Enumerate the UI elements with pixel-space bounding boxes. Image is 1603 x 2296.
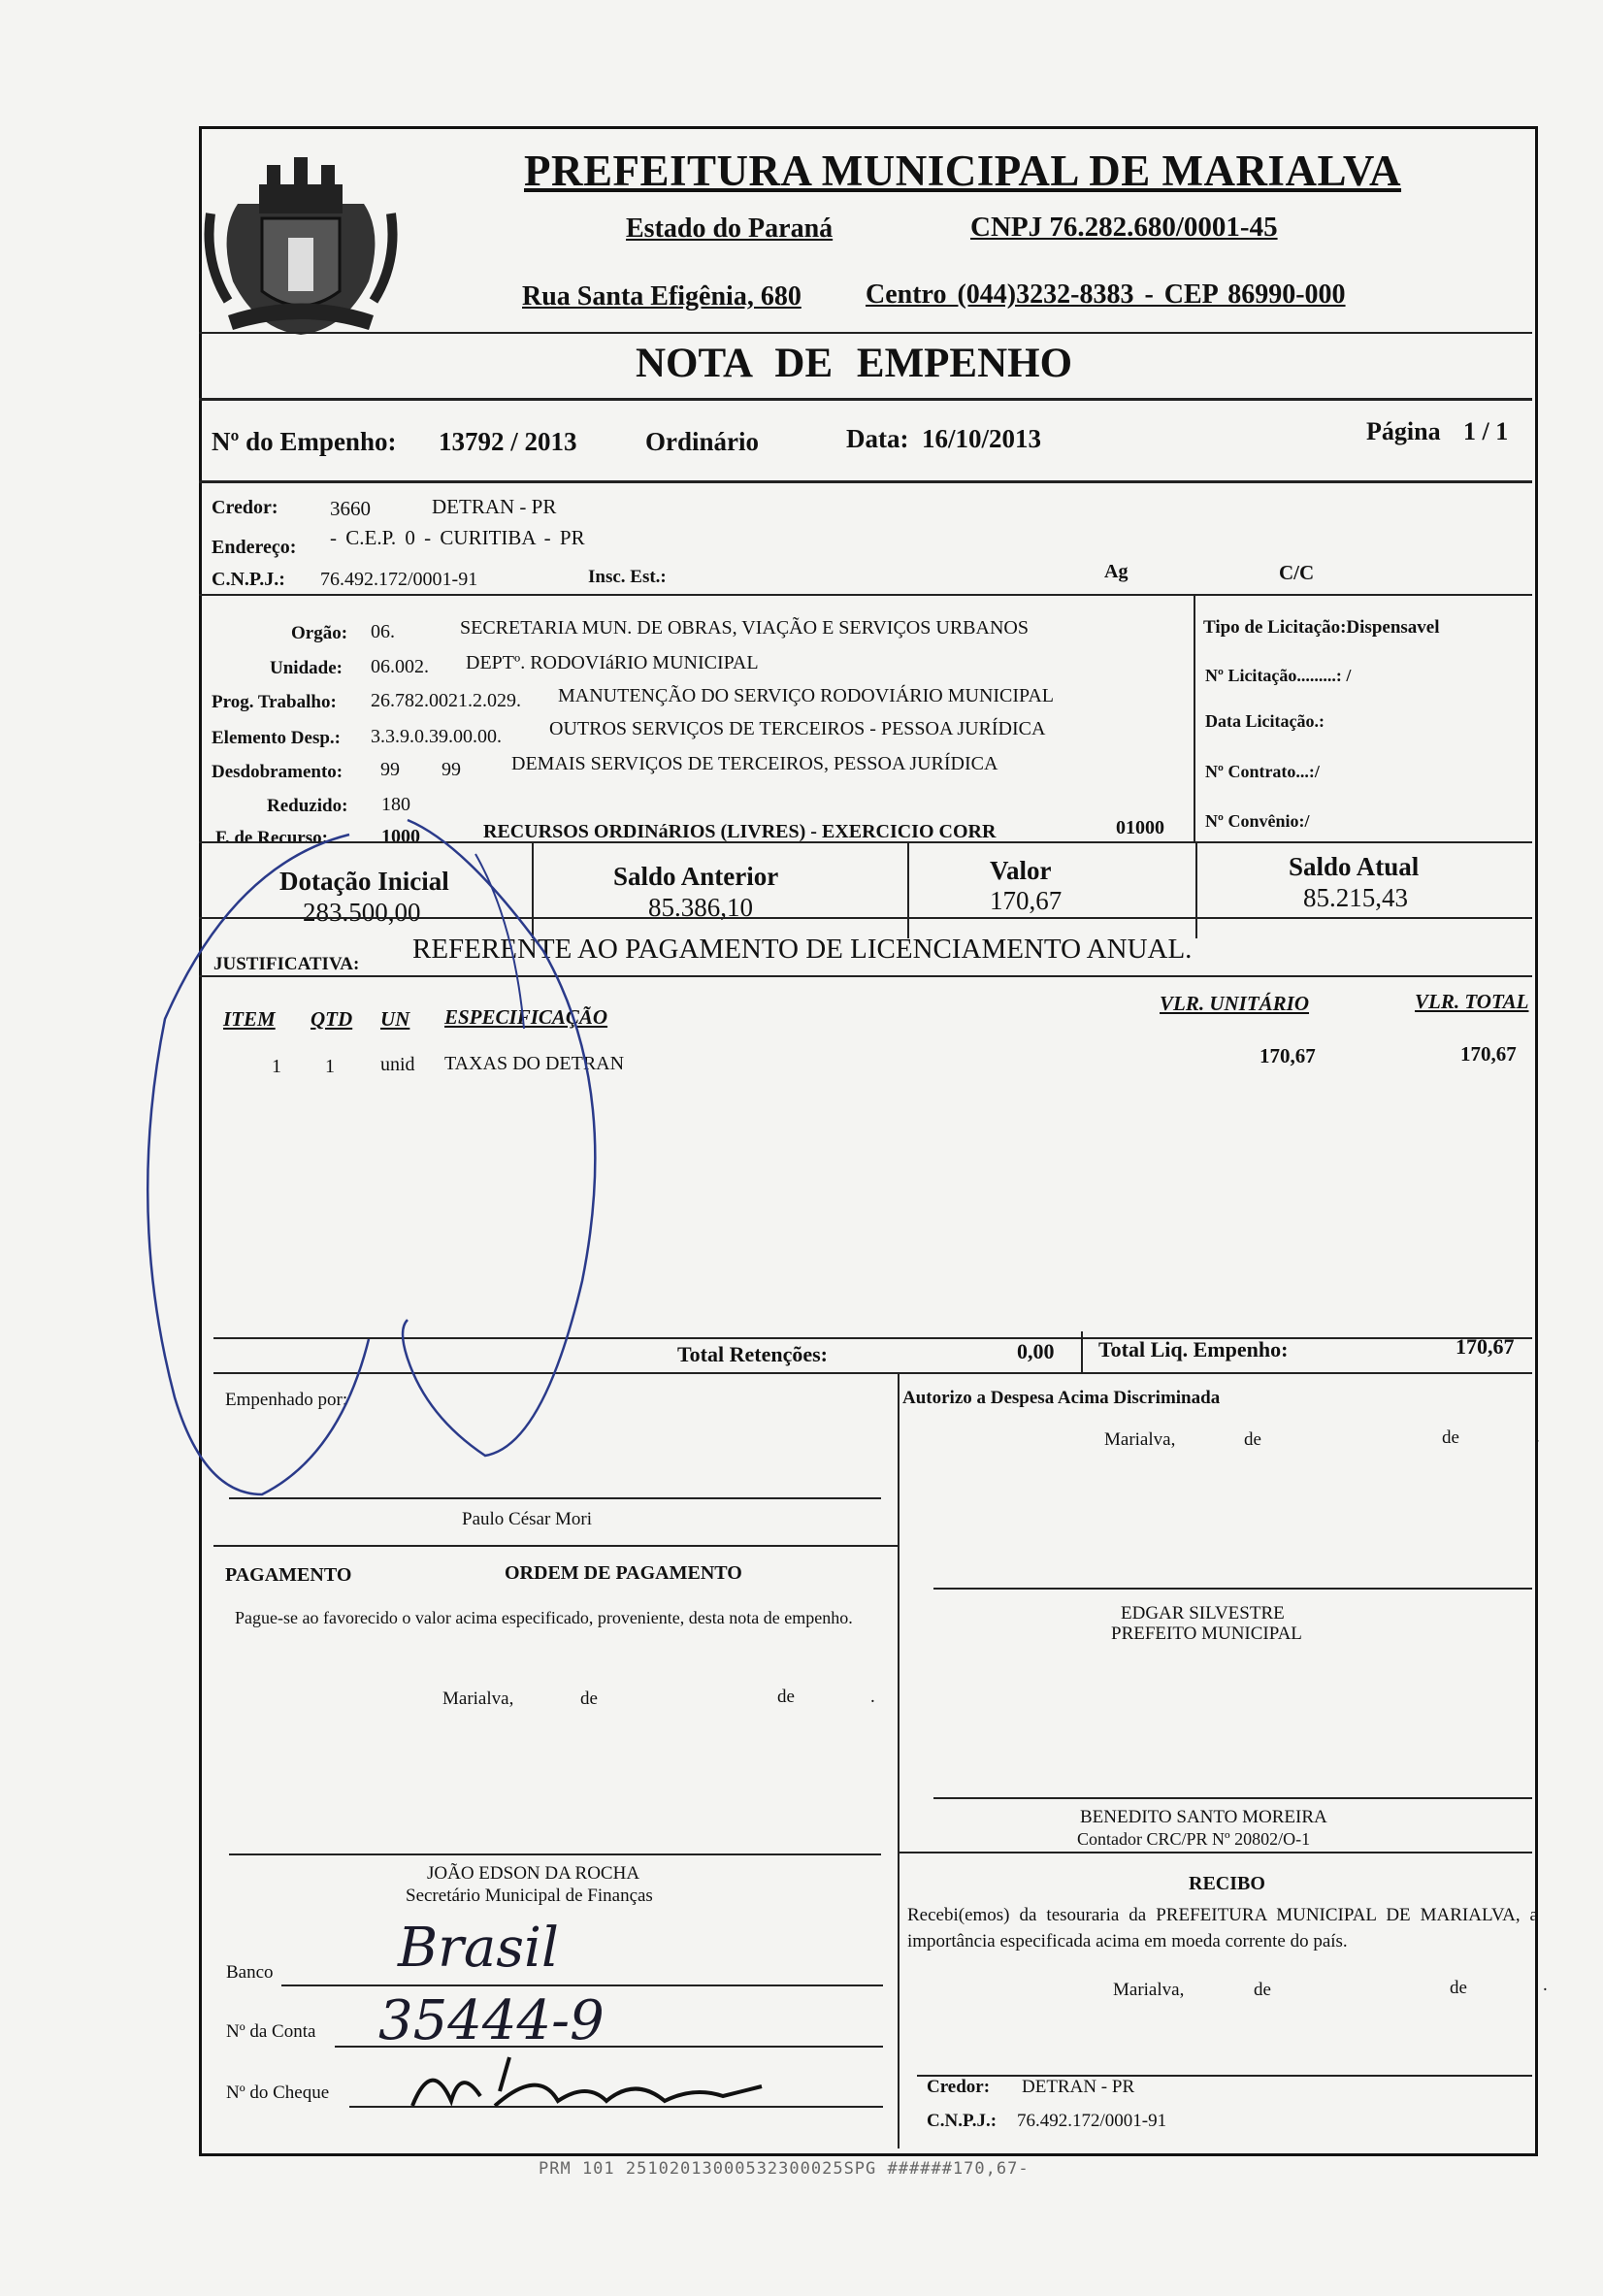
dotacao-label: Dotação Inicial: [279, 867, 449, 896]
prog-name: MANUTENÇÃO DO SERVIÇO RODOVIÁRIO MUNICIPAL: [558, 685, 1055, 706]
conta-label: Nº da Conta: [226, 2021, 316, 2042]
page-label: Página: [1366, 417, 1441, 445]
page-number: 1 / 1: [1463, 417, 1509, 445]
address-street: Rua Santa Efigênia, 680: [522, 281, 802, 312]
retencoes-value: 0,00: [1017, 1339, 1055, 1363]
empenho-date: 16/10/2013: [922, 424, 1042, 453]
prog-label: Prog. Trabalho:: [212, 692, 337, 712]
col-qtd: QTD: [311, 1007, 353, 1031]
pagamento-de1: de: [580, 1689, 598, 1709]
saldo-anterior-label: Saldo Anterior: [613, 862, 779, 891]
numero-contrato: Nº Contrato...:/: [1205, 762, 1320, 781]
recibo-cnpj: 76.492.172/0001-91: [1017, 2111, 1167, 2131]
pagamento-dot: .: [870, 1687, 875, 1707]
recibo-de2: de: [1450, 1978, 1467, 1998]
data-licitacao: Data Licitação.:: [1205, 711, 1325, 731]
row-total: 170,67: [1460, 1042, 1517, 1066]
elem-label: Elemento Desp.:: [212, 728, 341, 748]
row-item: 1: [272, 1056, 281, 1077]
state-label: Estado do Paraná: [626, 213, 834, 244]
reduzido-code: 180: [381, 794, 410, 815]
recurso-name: RECURSOS ORDINáRIOS (LIVRES) - EXERCICIO CORR: [483, 821, 997, 842]
orgao-code: 06.: [371, 621, 395, 642]
secretario-role: Secretário Municipal de Finanças: [406, 1886, 653, 1906]
cnpj-header: CNPJ 76.282.680/0001-45: [970, 212, 1278, 243]
retencoes-label: Total Retenções:: [677, 1342, 828, 1366]
pagamento-label: PAGAMENTO: [225, 1564, 352, 1586]
saldo-anterior-value: 85.386,10: [648, 893, 753, 922]
row-unit: 170,67: [1260, 1044, 1316, 1067]
pague-text: Pague-se ao favorecido o valor acima especificado, proveniente, desta nota de empenho.: [235, 1608, 853, 1627]
pagamento-de2: de: [777, 1687, 795, 1707]
recurso-code: 1000: [381, 826, 420, 847]
saldo-atual-value: 85.215,43: [1303, 883, 1408, 912]
orgao-name: SECRETARIA MUN. DE OBRAS, VIAÇÃO E SERVIÇOS URBANOS: [460, 617, 1029, 639]
liq-empenho-value: 170,67: [1456, 1334, 1515, 1359]
autorizo-dot: .: [1535, 1427, 1540, 1447]
desd-code2: 99: [442, 759, 461, 780]
pagamento-city: Marialva,: [442, 1689, 514, 1709]
reduzido-label: Reduzido:: [267, 796, 348, 816]
empenhado-label: Empenhado por:: [225, 1390, 348, 1410]
unidade-code: 06.002.: [371, 656, 429, 677]
credor-label: Credor:: [212, 497, 278, 518]
desd-label: Desdobramento:: [212, 762, 344, 782]
insc-est-label: Insc. Est.:: [588, 567, 667, 587]
address-label: Endereço:: [212, 537, 297, 558]
prog-code: 26.782.0021.2.029.: [371, 690, 521, 711]
municipality-title: PREFEITURA MUNICIPAL DE MARIALVA: [524, 147, 1402, 195]
autorizo-de2: de: [1442, 1427, 1459, 1448]
col-unit-value: VLR. UNITÁRIO: [1160, 992, 1310, 1015]
desd-code1: 99: [380, 759, 400, 780]
municipal-crest-icon: [199, 146, 403, 340]
unidade-name: DEPTº. RODOVIáRIO MUNICIPAL: [466, 652, 759, 673]
row-un: unid: [380, 1054, 415, 1075]
prefeito-role: PREFEITO MUNICIPAL: [1111, 1624, 1302, 1644]
tipo-licitacao: Tipo de Licitação:Dispensavel: [1203, 617, 1440, 638]
valor-value: 170,67: [990, 886, 1063, 915]
banco-label: Banco: [226, 1962, 274, 1983]
recibo-de1: de: [1254, 1980, 1271, 2000]
recibo-cnpj-label: C.N.P.J.:: [927, 2111, 998, 2131]
saldo-atual-label: Saldo Atual: [1289, 852, 1420, 881]
liq-empenho-label: Total Liq. Empenho:: [1098, 1337, 1289, 1361]
justificativa-text: REFERENTE AO PAGAMENTO DE LICENCIAMENTO ANUAL.: [412, 934, 1193, 965]
row-spec: TAXAS DO DETRAN: [444, 1053, 625, 1074]
date-label: Data:: [846, 424, 909, 453]
autorizo-label: Autorizo a Despesa Acima Discriminada: [902, 1388, 1221, 1408]
credor-address: - C.E.P. 0 - CURITIBA - PR: [330, 526, 585, 549]
empenho-label: Nº do Empenho:: [212, 427, 397, 456]
autorizo-city: Marialva,: [1104, 1429, 1176, 1450]
justificativa-label: JUSTIFICATIVA:: [213, 954, 360, 974]
contador-name: BENEDITO SANTO MOREIRA: [1080, 1807, 1327, 1827]
orgao-label: Orgão:: [291, 623, 348, 643]
recurso-label: F. de Recurso:: [215, 828, 328, 848]
handwritten-signature: [403, 2048, 771, 2125]
footer-code: PRM 101 25102013000532300025SPG ######170,67-: [539, 2159, 1030, 2179]
credor-cnpj: 76.492.172/0001-91: [320, 569, 478, 590]
unidade-label: Unidade:: [270, 658, 343, 678]
numero-licitacao: Nº Licitação.........: /: [1205, 666, 1352, 685]
recibo-text: Recebi(emos) da tesouraria da PREFEITURA MUNICIPAL DE MARIALVA, a importância especificada acima em moeda corrente do país.: [907, 1905, 1538, 1952]
empenho-type: Ordinário: [645, 427, 760, 456]
agency-label: Ag: [1104, 561, 1129, 582]
desd-name: DEMAIS SERVIÇOS DE TERCEIROS, PESSOA JURÍDICA: [511, 753, 998, 774]
autorizo-de1: de: [1244, 1429, 1261, 1450]
account-label: C/C: [1279, 561, 1315, 584]
ordem-pagamento-label: ORDEM DE PAGAMENTO: [505, 1562, 742, 1584]
recibo-city: Marialva,: [1113, 1980, 1185, 2000]
handwritten-conta: 35444-9: [378, 1989, 605, 2052]
elem-code: 3.3.9.0.39.00.00.: [371, 726, 502, 747]
recurso-number: 01000: [1116, 817, 1164, 838]
col-un: UN: [380, 1007, 410, 1031]
empenhado-name: Paulo César Mori: [462, 1509, 593, 1529]
contador-role: Contador CRC/PR Nº 20802/O-1: [1077, 1829, 1311, 1849]
address-center: Centro (044)3232-8383 - CEP 86990-000: [866, 279, 1346, 310]
col-total-value: VLR. TOTAL: [1415, 990, 1529, 1013]
credor-name: DETRAN - PR: [432, 495, 557, 518]
recibo-label: RECIBO: [1189, 1873, 1265, 1894]
dotacao-value: 283.500,00: [303, 898, 421, 927]
valor-label: Valor: [990, 856, 1052, 885]
row-qtd: 1: [325, 1056, 335, 1077]
numero-convenio: Nº Convênio:/: [1205, 811, 1310, 831]
prefeito-name: EDGAR SILVESTRE: [1121, 1603, 1285, 1624]
credor-cnpj-label: C.N.P.J.:: [212, 569, 285, 590]
cheque-label: Nº do Cheque: [226, 2083, 330, 2103]
recibo-credor-name: DETRAN - PR: [1022, 2077, 1135, 2097]
col-item: ITEM: [223, 1007, 276, 1031]
handwritten-banco: Brasil: [398, 1917, 559, 1980]
recibo-credor-label: Credor:: [927, 2077, 991, 2097]
recibo-dot: .: [1543, 1975, 1548, 1995]
elem-name: OUTROS SERVIÇOS DE TERCEIROS - PESSOA JURÍDICA: [549, 718, 1046, 739]
secretario-name: JOÃO EDSON DA ROCHA: [427, 1863, 640, 1884]
doc-title: NOTA DE EMPENHO: [636, 341, 1073, 386]
pen-mark-icon: [116, 776, 660, 1524]
col-especificacao: ESPECIFICAÇÃO: [444, 1005, 608, 1029]
credor-code: 3660: [330, 497, 371, 520]
empenho-number: 13792 / 2013: [439, 427, 577, 456]
